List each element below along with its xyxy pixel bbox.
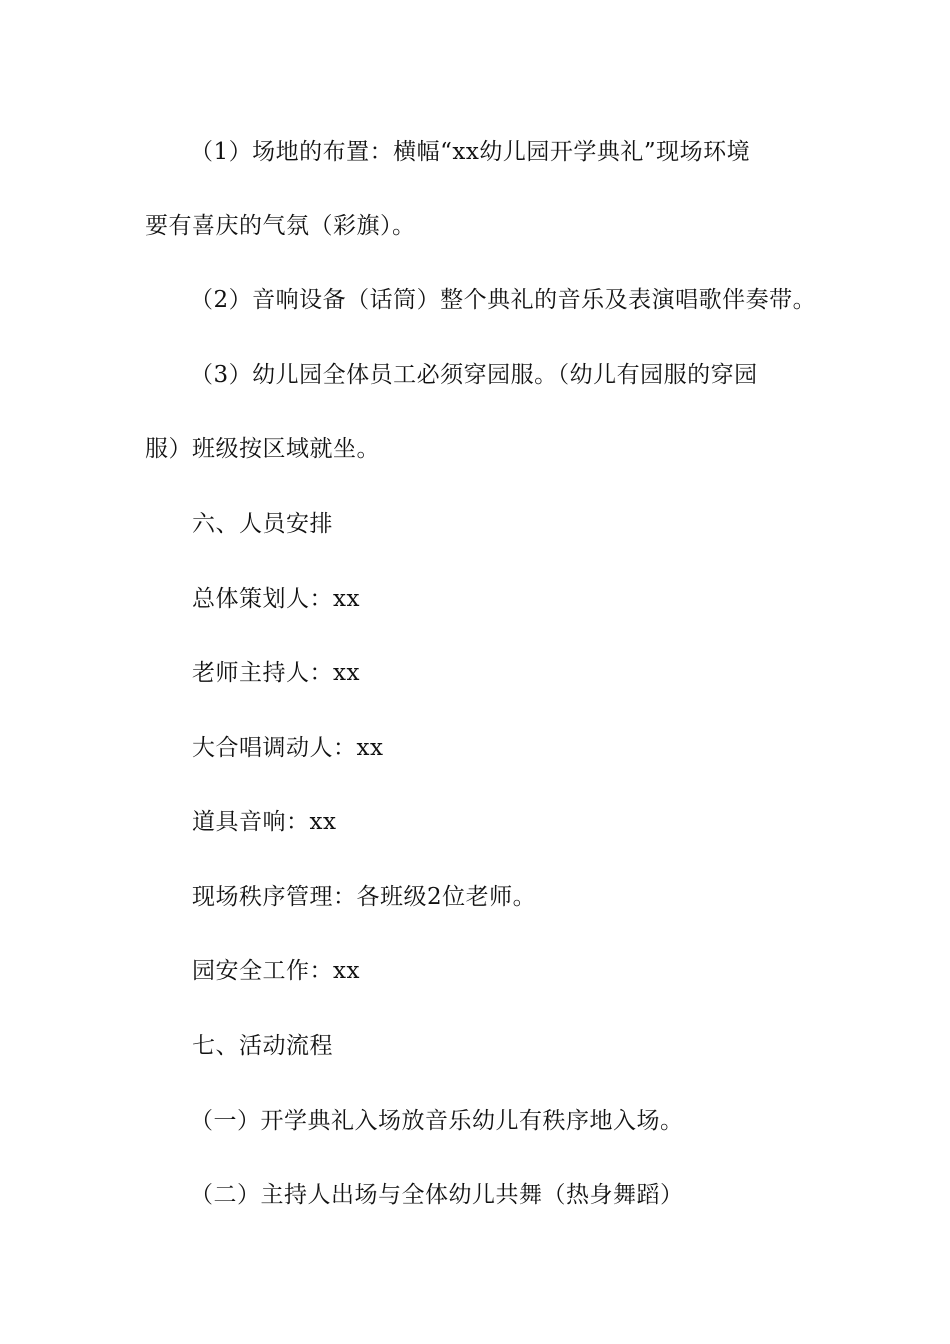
paragraph-audio-equipment: （2）音响设备（话筒）整个典礼的音乐及表演唱歌伴奏带。 — [190, 287, 817, 313]
staff-host: 老师主持人：xx — [192, 660, 360, 686]
section-heading-staff: 六、人员安排 — [192, 511, 333, 537]
staff-planner: 总体策划人：xx — [192, 586, 360, 612]
process-step-2: （二）主持人出场与全体幼儿共舞（热身舞蹈） — [190, 1182, 684, 1208]
paragraph-venue-line-1: （1）场地的布置：横幅“xx幼儿园开学典礼”现场环境 — [190, 139, 751, 165]
paragraph-uniform-line-1: （3）幼儿园全体员工必须穿园服。（幼儿有园服的穿园 — [190, 362, 758, 388]
process-step-1: （一）开学典礼入场放音乐幼儿有秩序地入场。 — [190, 1108, 684, 1134]
paragraph-venue-line-2: 要有喜庆的气氛（彩旗）。 — [145, 213, 416, 239]
staff-order-management: 现场秩序管理：各班级2位老师。 — [192, 884, 537, 910]
staff-chorus-coordinator: 大合唱调动人：xx — [192, 735, 384, 761]
paragraph-uniform-line-2: 服）班级按区域就坐。 — [145, 436, 380, 462]
section-heading-process: 七、活动流程 — [192, 1033, 333, 1059]
staff-props-audio: 道具音响：xx — [192, 809, 337, 835]
staff-safety: 园安全工作：xx — [192, 958, 360, 984]
